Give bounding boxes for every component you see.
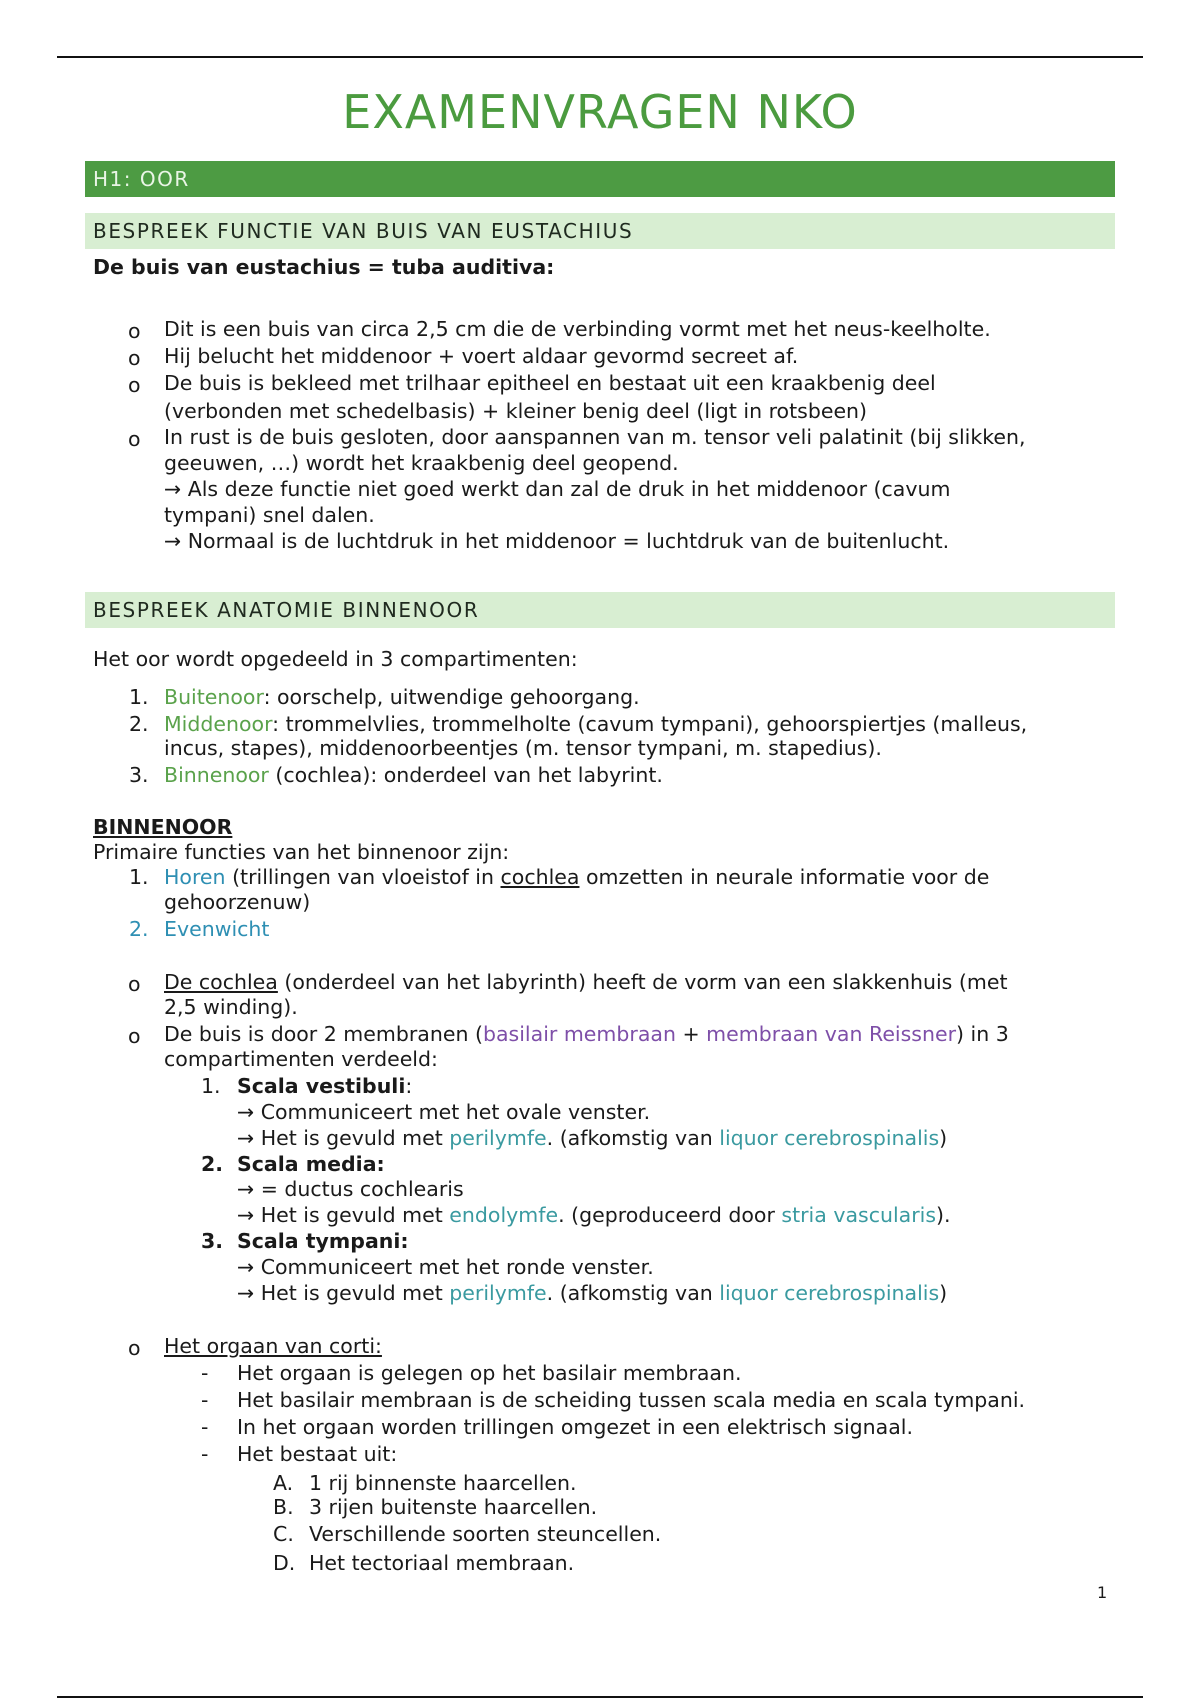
corti-point-4: Het bestaat uit:: [237, 1442, 398, 1466]
function-1-pre: (trillingen van vloeistof in: [225, 865, 501, 889]
compartment-3: [164, 762, 663, 788]
section-heading-eustachius: BESPREEK FUNCTIE VAN BUIS VAN EUSTACHIUS: [85, 213, 1115, 249]
list-number: 3.: [129, 763, 149, 787]
eustachius-bullet-4e: → Normaal is de luchtdruk in het middenoor = luchtdruk van de buitenlucht.: [164, 529, 950, 553]
letter-marker: A.: [273, 1471, 294, 1495]
line-pre: → Het is gevuld met: [237, 1281, 450, 1305]
eustachius-bullet-4c: → Als deze functie niet goed werkt dan zal de druk in het middenoor (cavum: [164, 477, 951, 501]
scala-media-line2: [237, 1202, 951, 1228]
list-number: 1.: [129, 685, 149, 709]
list-number: 2.: [129, 917, 149, 941]
chapter-heading: H1: OOR: [85, 161, 1115, 197]
line-post: ): [939, 1126, 948, 1150]
list-number: 2.: [201, 1152, 224, 1176]
top-rule: [57, 56, 1143, 58]
corti-part-c: Verschillende soorten steuncellen.: [309, 1522, 662, 1546]
eustachius-bullet-4b: geeuwen, …) wordt het kraakbenig deel geopend.: [164, 451, 679, 475]
dash-marker: -: [201, 1415, 209, 1439]
compartment-3-term: Binnenoor: [164, 763, 269, 787]
compartment-2: [164, 711, 1027, 737]
function-1-term: Horen: [164, 865, 226, 889]
cochlea-underlined: De cochlea: [164, 970, 278, 994]
cochlea-bullet: [164, 969, 1007, 995]
bullet-marker: o: [128, 319, 141, 343]
line-mid: . (geproduceerd door: [558, 1203, 782, 1227]
list-number: 1.: [129, 865, 149, 889]
liquor-term: liquor cerebrospinalis: [719, 1126, 940, 1150]
page-number: 1: [1097, 1583, 1108, 1602]
corti-point-2: Het basilair membraan is de scheiding tussen scala media en scala tympani.: [237, 1388, 1026, 1412]
list-number: 1.: [201, 1074, 221, 1098]
anatomie-intro: Het oor wordt opgedeeld in 3 compartimenten:: [93, 647, 578, 671]
eustachius-bullet-4a: In rust is de buis gesloten, door aanspannen van m. tensor veli palatinit (bij slikken,: [164, 425, 1026, 449]
membranes-pre: De buis is door 2 membranen (: [164, 1022, 483, 1046]
liquor-term: liquor cerebrospinalis: [719, 1281, 940, 1305]
bullet-marker: o: [128, 346, 141, 370]
bullet-marker: o: [128, 1336, 141, 1360]
function-1: [164, 864, 989, 890]
section-heading-anatomie: BESPREEK ANATOMIE BINNENOOR: [85, 592, 1115, 628]
bullet-marker: o: [128, 972, 141, 996]
scala-media-title: Scala media:: [237, 1152, 385, 1176]
list-number: 3.: [201, 1229, 224, 1253]
corti-point-3: In het orgaan worden trillingen omgezet in een elektrisch signaal.: [237, 1415, 913, 1439]
line-pre: → Het is gevuld met: [237, 1126, 450, 1150]
scala-vestibuli: [237, 1073, 412, 1099]
eustachius-bullet-2: Hij belucht het middenoor + voert aldaar gevormd secreet af.: [164, 344, 799, 368]
membraan-van-reissner: membraan van Reissner: [706, 1022, 957, 1046]
compartment-2-line2: incus, stapes), middenoorbeentjes (m. tensor tympani, m. stapedius).: [164, 736, 882, 760]
compartment-1: [164, 684, 640, 710]
bullet-marker: o: [128, 1024, 141, 1048]
scala-vestibuli-line1: → Communiceert met het ovale venster.: [237, 1100, 651, 1124]
binnenoor-heading: BINNENOOR: [93, 815, 233, 839]
binnenoor-intro: Primaire functies van het binnenoor zijn:: [93, 840, 510, 864]
corti-part-d: Het tectoriaal membraan.: [309, 1551, 575, 1575]
letter-marker: B.: [273, 1495, 294, 1519]
scala-tympani-line1: → Communiceert met het ronde venster.: [237, 1255, 654, 1279]
corti-title: Het orgaan van corti:: [164, 1334, 382, 1358]
eustachius-bullet-4d: tympani) snel dalen.: [164, 503, 375, 527]
endolymfe-term: endolymfe: [449, 1203, 559, 1227]
compartment-2-text: : trommelvlies, trommelholte (cavum tympani), gehoorspiertjes (malleus,: [272, 712, 1028, 736]
eustachius-bullet-3a: De buis is bekleed met trilhaar epitheel en bestaat uit een kraakbenig deel: [164, 371, 936, 395]
eustachius-intro: De buis van eustachius = tuba auditiva:: [93, 255, 555, 279]
bullet-marker: o: [128, 427, 141, 451]
perilymfe-term: perilymfe: [449, 1281, 547, 1305]
line-post: ): [939, 1281, 948, 1305]
cochlea-line2: 2,5 winding).: [164, 995, 298, 1019]
membranes-post: ) in 3: [956, 1022, 1009, 1046]
function-2-term: Evenwicht: [164, 917, 270, 941]
scala-tympani-line2: [237, 1280, 947, 1306]
compartment-1-term: Buitenoor: [164, 685, 264, 709]
bullet-marker: o: [128, 373, 141, 397]
line-pre: → Het is gevuld met: [237, 1203, 450, 1227]
scala-tympani-title: Scala tympani:: [237, 1229, 409, 1253]
eustachius-bullet-1: Dit is een buis van circa 2,5 cm die de verbinding vormt met het neus-keelholte.: [164, 317, 991, 341]
compartment-2-term: Middenoor: [164, 712, 273, 736]
cochlea-rest: (onderdeel van het labyrinth) heeft de vorm van een slakkenhuis (met: [277, 970, 1008, 994]
corti-part-a: 1 rij binnenste haarcellen.: [309, 1471, 577, 1495]
bottom-rule: [57, 1696, 1143, 1698]
scala-vestibuli-line2: [237, 1125, 947, 1151]
membranes-plus: +: [675, 1022, 707, 1046]
scala-vestibuli-colon: :: [405, 1074, 413, 1098]
dash-marker: -: [201, 1361, 209, 1385]
stria-term: stria vascularis: [781, 1203, 937, 1227]
basilair-membraan: basilair membraan: [482, 1022, 676, 1046]
dash-marker: -: [201, 1442, 209, 1466]
eustachius-bullet-3b: (verbonden met schedelbasis) + kleiner benig deel (ligt in rotsbeen): [164, 399, 868, 423]
line-post: ).: [936, 1203, 951, 1227]
list-number: 2.: [129, 712, 149, 736]
corti-part-b: 3 rijen buitenste haarcellen.: [309, 1495, 598, 1519]
page-title: EXAMENVRAGEN NKO: [342, 85, 858, 139]
compartment-1-text: : oorschelp, uitwendige gehoorgang.: [263, 685, 640, 709]
letter-marker: D.: [273, 1551, 296, 1575]
compartment-3-text: (cochlea): onderdeel van het labyrint.: [268, 763, 663, 787]
line-mid: . (afkomstig van: [546, 1281, 720, 1305]
perilymfe-term: perilymfe: [449, 1126, 547, 1150]
scala-media-line1: → = ductus cochlearis: [237, 1177, 464, 1201]
membranes-line2: compartimenten verdeeld:: [164, 1047, 438, 1071]
function-1-underlined: cochlea: [500, 865, 580, 889]
membranes-bullet: [164, 1021, 1009, 1047]
line-mid: . (afkomstig van: [546, 1126, 720, 1150]
scala-vestibuli-title: Scala vestibuli: [237, 1074, 406, 1098]
function-1-post: omzetten in neurale informatie voor de: [579, 865, 990, 889]
function-1-line2: gehoorzenuw): [164, 890, 311, 914]
letter-marker: C.: [273, 1522, 294, 1546]
dash-marker: -: [201, 1388, 209, 1412]
corti-point-1: Het orgaan is gelegen op het basilair membraan.: [237, 1361, 742, 1385]
